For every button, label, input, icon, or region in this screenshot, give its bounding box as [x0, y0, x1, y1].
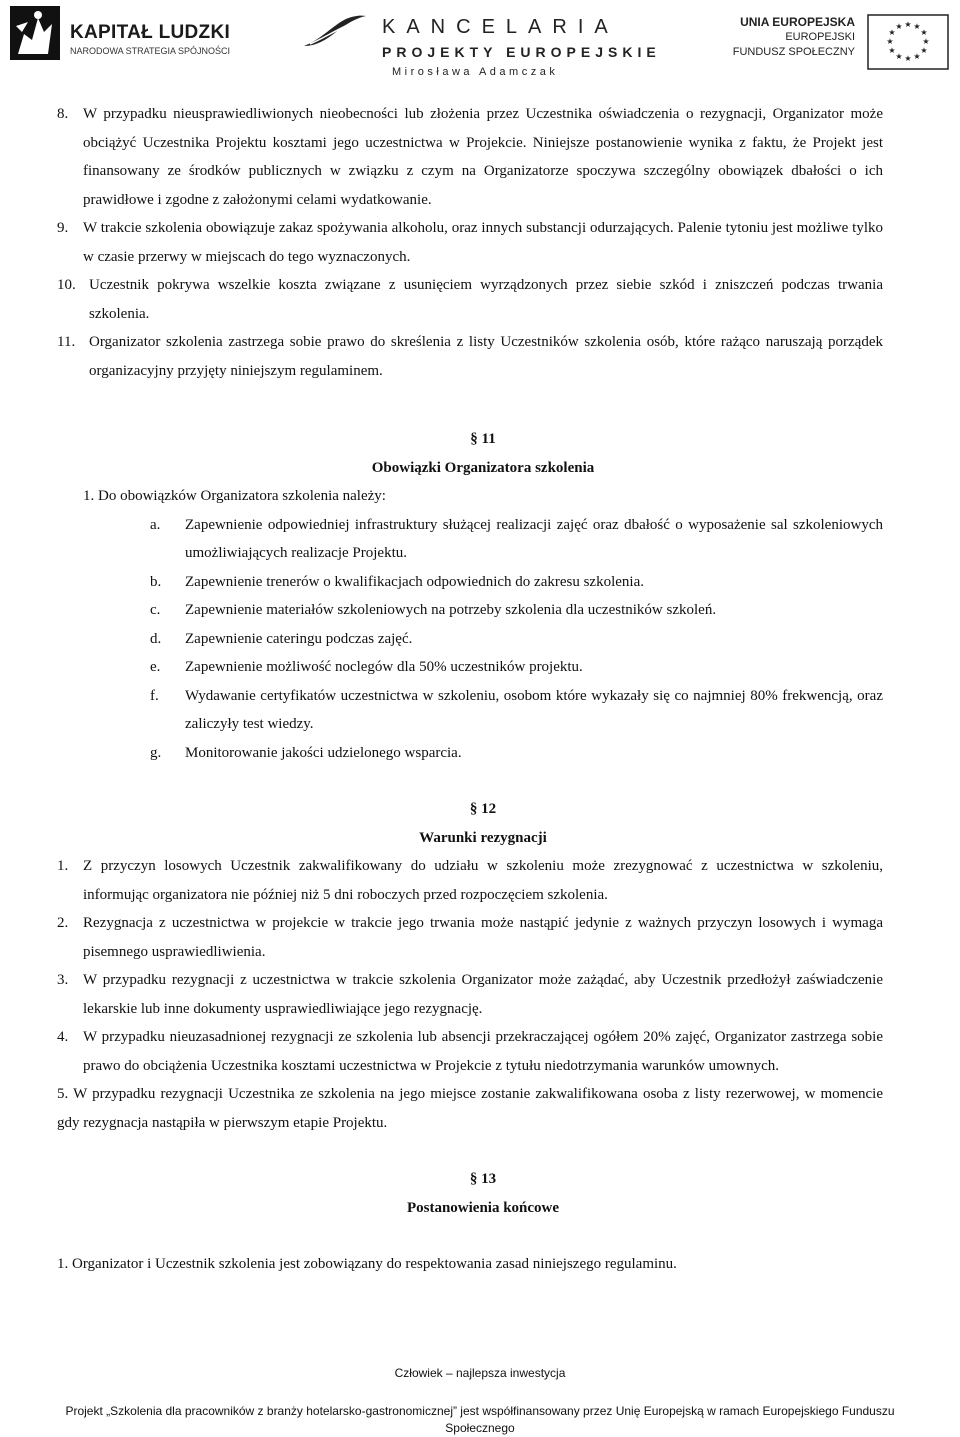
- page-header: [0, 0, 960, 84]
- eu-flag-icon: [867, 14, 949, 70]
- list-item: [150, 625, 883, 654]
- item-letter: a.: [150, 516, 161, 533]
- item-text: Do obowiązków Organizatora szkolenia należy:: [98, 488, 386, 504]
- svg-text:★: ★: [922, 37, 930, 46]
- section-13-title: Postanowienia końcowe: [406, 1199, 560, 1216]
- svg-text:★: ★: [895, 22, 903, 31]
- list-item: [150, 596, 883, 625]
- item-text: Monitorowanie jakości udzielonego wsparcia.: [185, 744, 462, 761]
- list-item: [150, 739, 883, 768]
- item-text: Zapewnienie trenerów o kwalifikacjach odpowiednich do zakresu szkolenia.: [185, 573, 644, 590]
- item-text: Rezygnacja z uczestnictwa w projekcie w trakcie jego trwania może nastąpić jedynie z ważnych przyczyn losowych i wymaga pisemnego usprawiedliwienia.: [83, 915, 883, 960]
- kapital-ludzki-emblem-icon: [8, 4, 62, 62]
- item-text: W przypadku rezygnacji z uczestnictwa w trakcie szkolenia Organizator może zażądać, aby Uczestnik przedłożył zaświadczenie lekarskie lub inne dokumenty usprawiedliwiające jego rezygnację.: [83, 972, 883, 1017]
- item-letter: b.: [150, 573, 162, 590]
- item-text: Z przyczyn losowych Uczestnik zakwalifikowany do udziału w szkoleniu może zrezygnować z uczestnictwa w szkoleniu, informując organizatora nie później niż 5 dni roboczych przed rozpoczęciem szkolenia.: [83, 858, 883, 903]
- section-13-symbol: § 13: [469, 1171, 497, 1187]
- item-number: 1.: [83, 488, 95, 504]
- list-item: [57, 328, 883, 385]
- footer-project-line2: Społecznego: [445, 1421, 515, 1435]
- item-text: Wydawanie certyfikatów uczestnictwa w szkoleniu, osobom które wykazały się co najmniej 80% frekwencją, oraz zaliczyły test wiedzy.: [185, 687, 883, 732]
- list-item: 5. W przypadku rezygnacji Uczestnika ze szkolenia na jego miejsce zostanie zakwalifikowana osoba z listy rezerwowej, w momencie gdy rezygnacja nastąpiła w pierwszym etapie Projektu.: [57, 1086, 883, 1131]
- svg-text:★: ★: [920, 46, 928, 55]
- list-item: [57, 214, 883, 271]
- footer-project-line1: Projekt „Szkolenia dla pracowników z branży hotelarsko-gastronomicznej” jest współfinansowany przez Unię Europejską w ramach Europejskiego Funduszu: [65, 1404, 895, 1418]
- item-text: Uczestnik pokrywa wszelkie koszta związane z usunięciem wyrządzonych przez siebie szkód i zniszczeń podczas trwania szkolenia.: [89, 277, 883, 322]
- list-item: [150, 511, 883, 568]
- item-text: W przypadku nieuzasadnionej rezygnacji ze szkolenia lub absencji przekraczającej ogółem 20% zajęć, Organizator zastrzega sobie prawo do obciążenia Uczestnika kosztami uczestnictwa w Projekcie z tytułu niedotrzymania warunków umownych.: [83, 1029, 883, 1074]
- item-text: Zapewnienie możliwość noclegów dla 50% uczestników projektu.: [185, 659, 583, 675]
- document-body: [57, 100, 883, 1279]
- svg-text:★: ★: [895, 52, 903, 61]
- svg-text:★: ★: [904, 54, 912, 63]
- item-letter: g.: [150, 744, 162, 761]
- item-number: 10.: [57, 277, 76, 293]
- list-item: [57, 271, 883, 328]
- obligations-list: [57, 511, 883, 768]
- svg-text:★: ★: [913, 52, 921, 61]
- list-item: 1. Organizator i Uczestnik szkolenia jest zobowiązany do respektowania zasad niniejszego regulaminu.: [57, 1256, 677, 1272]
- list-item: [57, 966, 883, 1023]
- svg-text:★: ★: [904, 20, 912, 29]
- svg-text:★: ★: [888, 46, 896, 55]
- svg-text:★: ★: [913, 22, 921, 31]
- item-number: 1.: [57, 858, 69, 874]
- kancelaria-line2: PROJEKTY EUROPEJSKIE: [382, 44, 661, 60]
- svg-text:★: ★: [886, 37, 894, 46]
- kapital-ludzki-logo: [8, 4, 248, 66]
- item-number: 9.: [57, 220, 69, 236]
- kancelaria-line3: Mirosława Adamczak: [392, 66, 559, 78]
- item-text: Organizator szkolenia zastrzega sobie prawo do skreślenia z listy Uczestników szkolenia osób, które rażąco naruszają porządek organizacyjny przyjęty niniejszym regulaminem.: [89, 334, 883, 379]
- item-number: 11.: [57, 334, 76, 350]
- eu-line1: UNIA EUROPEJSKA: [740, 15, 855, 29]
- eu-line3: FUNDUSZ SPOŁECZNY: [732, 46, 855, 58]
- item-letter: c.: [150, 602, 161, 618]
- list-item: [150, 568, 883, 597]
- kapital-ludzki-subtitle: NARODOWA STRATEGIA SPÓJNOŚCI: [70, 46, 231, 56]
- eu-logo-text: [733, 14, 855, 60]
- kancelaria-line1: KANCELARIA: [382, 16, 619, 38]
- section-12-symbol: § 12: [469, 801, 497, 817]
- item-text: W przypadku nieusprawiedliwionych nieobecności lub złożenia przez Uczestnika oświadczenia o rezygnacji, Organizator może obciążyć Uczestnika Projektu kosztami jego uczestnictwa w Projekcie. Niniejsze postanowienie wynika z faktu, że Projekt jest finansowany ze środków publicznych w związku z czym na Organizatorze spoczywa szczególny obowiązek dbałości o ich prawidłowe i zgodne z założonymi celami wydatkowanie.: [83, 106, 883, 208]
- item-letter: f.: [150, 687, 159, 704]
- list-item: [57, 852, 883, 909]
- list-item: [57, 100, 883, 214]
- list-item: [150, 653, 883, 682]
- item-letter: d.: [150, 630, 162, 647]
- item-text: Zapewnienie materiałów szkoleniowych na potrzeby szkolenia dla uczestników szkoleń.: [185, 602, 717, 618]
- item-text: W trakcie szkolenia obowiązuje zakaz spożywania alkoholu, oraz innych substancji odurzających. Palenie tytoniu jest możliwe tylko w czasie przerwy w miejscach do tego wyznaczonych.: [83, 220, 883, 265]
- item-number: 4.: [57, 1029, 69, 1045]
- item-number: 8.: [57, 106, 69, 122]
- list-item: [57, 909, 883, 966]
- item-number: 3.: [57, 972, 69, 988]
- kancelaria-leaf-icon: [300, 10, 368, 50]
- eu-logo: [725, 14, 955, 74]
- item-letter: e.: [150, 659, 161, 675]
- section-11-symbol: § 11: [470, 431, 496, 447]
- svg-text:★: ★: [888, 28, 896, 37]
- svg-text:★: ★: [920, 28, 928, 37]
- item-text: Zapewnienie odpowiedniej infrastruktury służącej realizacji zajęć oraz dbałość o wyposażenie sal szkoleniowych umożliwiających realizacje Projektu.: [185, 516, 883, 561]
- kancelaria-logo: [300, 6, 661, 80]
- list-item: [150, 682, 883, 739]
- footer-motto: Człowiek – najlepsza inwestycja: [394, 1366, 566, 1380]
- section-11-title: Obowiązki Organizatora szkolenia: [371, 459, 595, 476]
- item-number: 2.: [57, 915, 69, 931]
- section-12-title: Warunki rezygnacji: [419, 829, 547, 846]
- kapital-ludzki-title: KAPITAŁ LUDZKI: [70, 22, 231, 43]
- list-item: [57, 1023, 883, 1080]
- section-11-intro: [57, 482, 883, 511]
- footer-project-note: [0, 1403, 960, 1437]
- eu-line2: EUROPEJSKI: [785, 31, 855, 43]
- item-text: Zapewnienie cateringu podczas zajęć.: [185, 630, 413, 647]
